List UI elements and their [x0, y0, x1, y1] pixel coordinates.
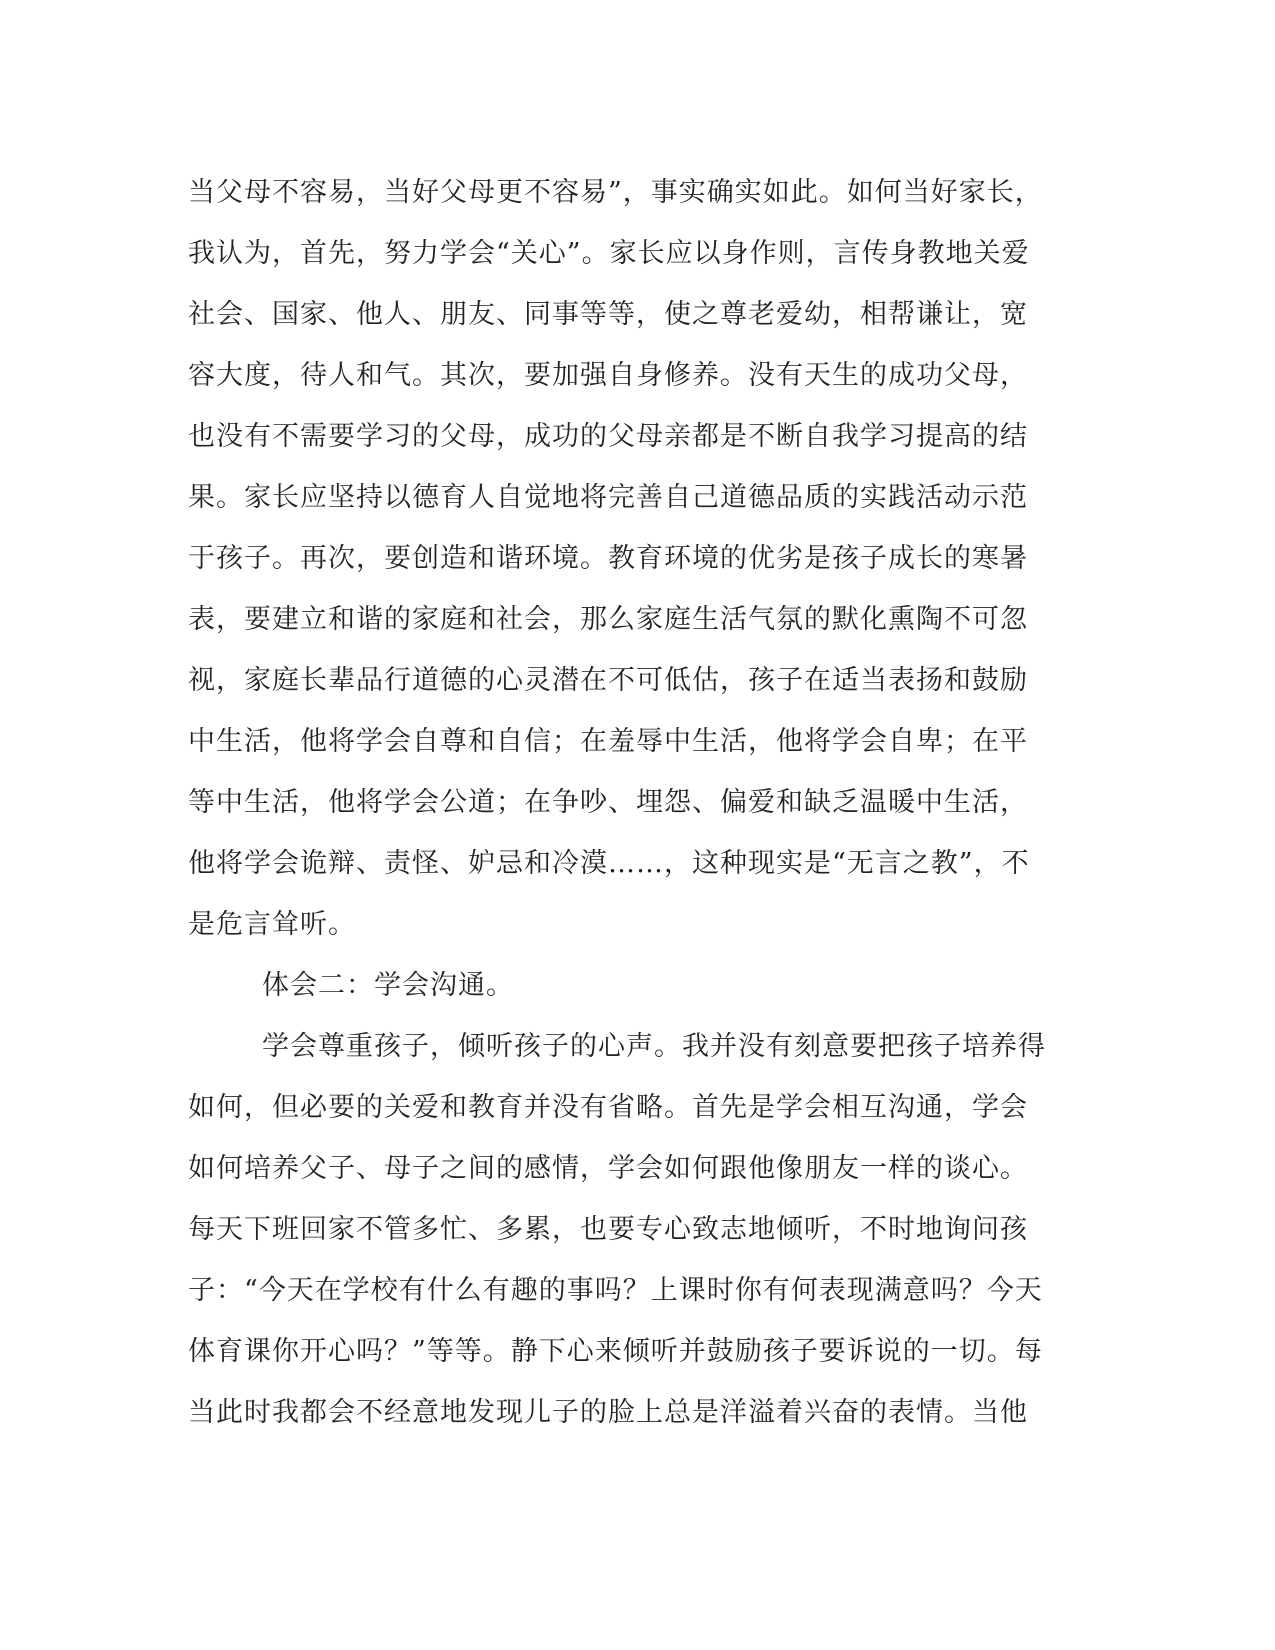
text-line: 也没有不需要学习的父母，成功的父母亲都是不断自我学习提高的结 [188, 421, 1028, 452]
section-heading: 体会二：学会沟通。 [262, 970, 514, 1001]
text-line: 当父母不容易，当好父母更不容易”，事实确实如此。如何当好家长， [188, 177, 1043, 208]
text-line: 当此时我都会不经意地发现儿子的脸上总是洋溢着兴奋的表情。当他 [188, 1397, 1028, 1428]
text-line: 容大度，待人和气。其次，要加强自身修养。没有天生的成功父母， [188, 360, 1028, 391]
text-line: 我认为，首先，努力学会“关心”。家长应以身作则，言传身教地关爱 [188, 238, 1030, 269]
text-line: 他将学会诡辩、责怪、妒忌和冷漠……，这种现实是“无言之教”，不 [188, 848, 1030, 879]
text-line: 每天下班回家不管多忙、多累，也要专心致志地倾听，不时地询问孩 [188, 1214, 1028, 1245]
paragraph-care [188, 162, 1068, 955]
text-line: 果。家长应坚持以德育人自觉地将完善自己道德品质的实践活动示范 [188, 482, 1028, 513]
text-line: 中生活，他将学会自尊和自信；在羞辱中生活，他将学会自卑；在平 [188, 726, 1028, 757]
text-line: 体育课你开心吗？”等等。静下心来倾听并鼓励孩子要诉说的一切。每 [188, 1336, 1043, 1367]
text-line: 学会尊重孩子，倾听孩子的心声。我并没有刻意要把孩子培养得 [262, 1031, 1046, 1062]
text-line: 子：“今天在学校有什么有趣的事吗？上课时你有何表现满意吗？今天 [188, 1275, 1043, 1306]
text-line: 表，要建立和谐的家庭和社会，那么家庭生活气氛的默化熏陶不可忽 [188, 604, 1028, 635]
text-line: 社会、国家、他人、朋友、同事等等，使之尊老爱幼，相帮谦让，宽 [188, 299, 1028, 330]
text-line: 如何，但必要的关爱和教育并没有省略。首先是学会相互沟通，学会 [188, 1092, 1028, 1123]
document-body [188, 162, 1068, 1443]
text-line: 如何培养父子、母子之间的感情，学会如何跟他像朋友一样的谈心。 [188, 1153, 1028, 1184]
text-line: 视，家庭长辈品行道德的心灵潜在不可低估，孩子在适当表扬和鼓励 [188, 665, 1028, 696]
text-line: 于孩子。再次，要创造和谐环境。教育环境的优劣是孩子成长的寒暑 [188, 543, 1028, 574]
text-line: 等中生活，他将学会公道；在争吵、埋怨、偏爱和缺乏温暖中生活， [188, 787, 1028, 818]
paragraph-communication [188, 1016, 1068, 1443]
text-line: 是危言耸听。 [188, 909, 356, 940]
